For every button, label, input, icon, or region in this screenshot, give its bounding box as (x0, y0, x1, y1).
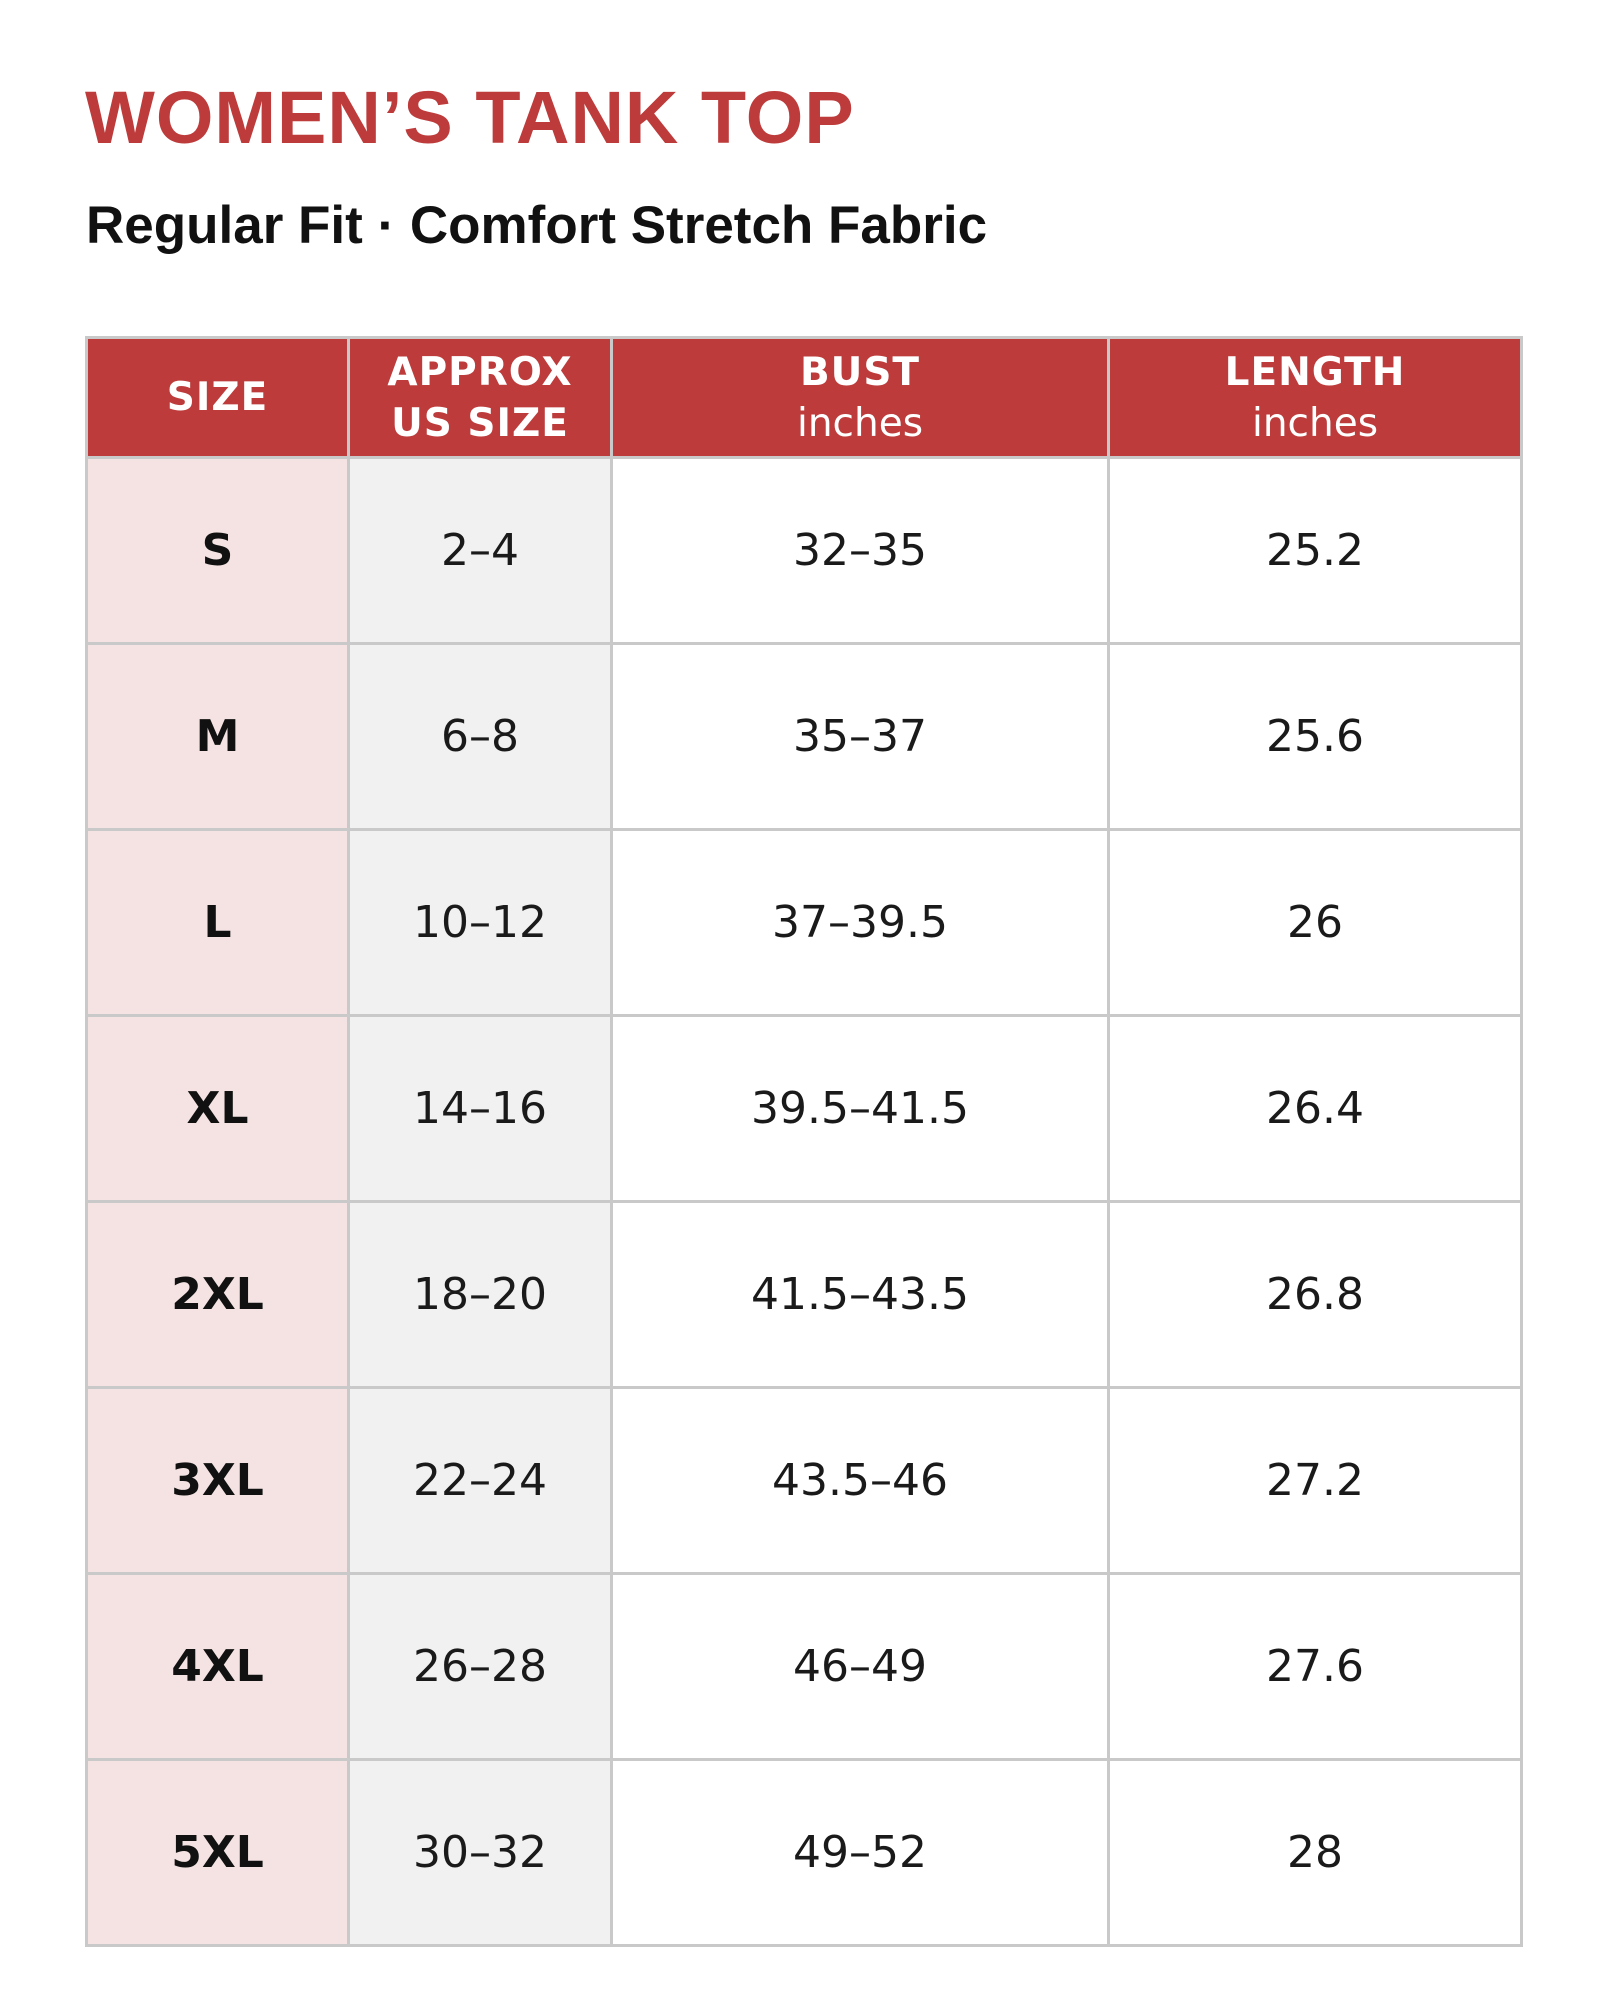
us-size-cell: 26–28 (349, 1574, 612, 1760)
size-cell: XL (87, 1016, 349, 1202)
table-row (87, 1388, 1522, 1574)
us-size-cell: 22–24 (349, 1388, 612, 1574)
length-cell: 25.6 (1109, 644, 1522, 830)
bust-cell: 43.5–46 (612, 1388, 1109, 1574)
length-cell: 27.6 (1109, 1574, 1522, 1760)
size-cell: 3XL (87, 1388, 349, 1574)
us-size-cell: 2–4 (349, 458, 612, 644)
header-length-label: LENGTH (1224, 349, 1406, 395)
us-size-cell: 6–8 (349, 644, 612, 830)
length-cell: 28 (1109, 1760, 1522, 1946)
us-size-cell: 18–20 (349, 1202, 612, 1388)
bust-cell: 37–39.5 (612, 830, 1109, 1016)
length-cell: 26.8 (1109, 1202, 1522, 1388)
header-bust (612, 338, 1109, 458)
bust-cell: 32–35 (612, 458, 1109, 644)
bust-cell: 35–37 (612, 644, 1109, 830)
header-size (87, 338, 349, 458)
table-row (87, 1574, 1522, 1760)
size-cell: 2XL (87, 1202, 349, 1388)
bust-cell: 39.5–41.5 (612, 1016, 1109, 1202)
header-size-label: SIZE (166, 375, 269, 420)
table-header-row (87, 338, 1522, 458)
header-length-unit: inches (1251, 400, 1379, 446)
header-approx-label: APPROX (387, 349, 573, 395)
size-chart-table (85, 336, 1523, 1947)
length-cell: 27.2 (1109, 1388, 1522, 1574)
size-cell: 5XL (87, 1760, 349, 1946)
length-cell: 26 (1109, 830, 1522, 1016)
length-cell: 26.4 (1109, 1016, 1522, 1202)
table-row (87, 644, 1522, 830)
header-length (1109, 338, 1522, 458)
bust-cell: 49–52 (612, 1760, 1109, 1946)
page-title: WOMEN’S TANK TOP (85, 76, 855, 159)
length-cell: 25.2 (1109, 458, 1522, 644)
size-cell: L (87, 830, 349, 1016)
header-bust-label: BUST (799, 349, 921, 395)
table-row (87, 1202, 1522, 1388)
header-bust-unit: inches (796, 400, 924, 446)
bust-cell: 41.5–43.5 (612, 1202, 1109, 1388)
page-subtitle: Regular Fit · Comfort Stretch Fabric (86, 196, 988, 255)
table-row (87, 458, 1522, 644)
table-row (87, 830, 1522, 1016)
table-row (87, 1016, 1522, 1202)
size-cell: 4XL (87, 1574, 349, 1760)
header-us-size-label: US SIZE (391, 400, 569, 446)
us-size-cell: 14–16 (349, 1016, 612, 1202)
table-row (87, 1760, 1522, 1946)
us-size-cell: 10–12 (349, 830, 612, 1016)
bust-cell: 46–49 (612, 1574, 1109, 1760)
size-cell: S (87, 458, 349, 644)
header-approx-us-size (349, 338, 612, 458)
us-size-cell: 30–32 (349, 1760, 612, 1946)
size-cell: M (87, 644, 349, 830)
